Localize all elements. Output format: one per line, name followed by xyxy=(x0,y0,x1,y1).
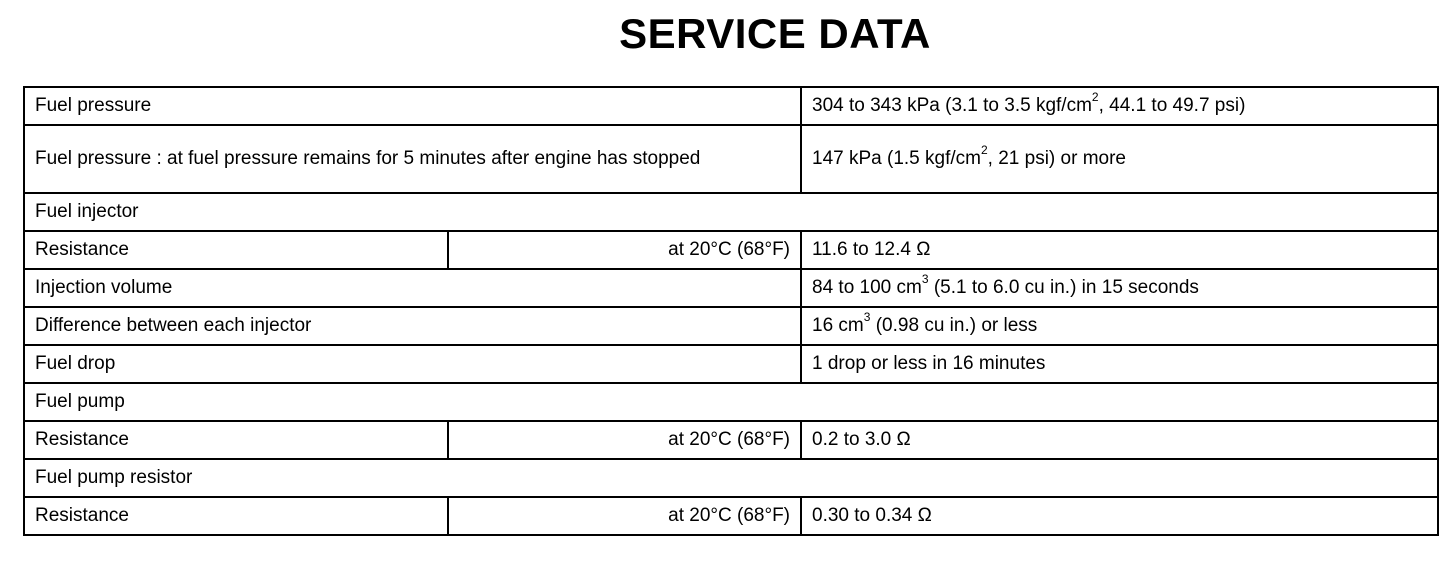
table-row xyxy=(24,231,1438,269)
row-condition: at 20°C (68°F) xyxy=(448,231,801,269)
table-row xyxy=(24,87,1438,125)
table-row xyxy=(24,269,1438,307)
row-value: 0.30 to 0.34 Ω xyxy=(801,497,1438,535)
row-label: Fuel drop xyxy=(24,345,801,383)
row-value: 11.6 to 12.4 Ω xyxy=(801,231,1438,269)
row-label: Difference between each injector xyxy=(24,307,801,345)
section-label: Fuel pump resistor xyxy=(24,459,1438,497)
row-label: Fuel pressure : at fuel pressure remains for 5 minutes after engine has stopped xyxy=(24,125,801,193)
table-row xyxy=(24,345,1438,383)
table-row xyxy=(24,497,1438,535)
row-value: 0.2 to 3.0 Ω xyxy=(801,421,1438,459)
row-value: 147 kPa (1.5 kgf/$cm^2$, 21 psi) or more xyxy=(801,125,1438,193)
table-row xyxy=(24,125,1438,193)
row-condition: at 20°C (68°F) xyxy=(448,497,801,535)
section-label: Fuel pump xyxy=(24,383,1438,421)
row-value: 16 $cm^3$ (0.98 cu in.) or less xyxy=(801,307,1438,345)
section-row xyxy=(24,193,1438,231)
section-row xyxy=(24,459,1438,497)
row-label: Resistance xyxy=(24,497,448,535)
section-row xyxy=(24,383,1438,421)
row-value: 84 to 100 $cm^3$ (5.1 to 6.0 cu in.) in 15 seconds xyxy=(801,269,1438,307)
section-label: Fuel injector xyxy=(24,193,1438,231)
page-title: SERVICE DATA xyxy=(619,10,931,57)
row-condition: at 20°C (68°F) xyxy=(448,421,801,459)
row-label: Resistance xyxy=(24,231,448,269)
service-data-table xyxy=(23,86,1439,536)
row-label: Fuel pressure xyxy=(24,87,801,125)
row-value: 304 to 343 kPa (3.1 to 3.5 kgf/$cm^2$, 44.1 to 49.7 psi) xyxy=(801,87,1438,125)
table-row xyxy=(24,307,1438,345)
row-label: Injection volume xyxy=(24,269,801,307)
row-label: Resistance xyxy=(24,421,448,459)
row-value: 1 drop or less in 16 minutes xyxy=(801,345,1438,383)
table-row xyxy=(24,421,1438,459)
